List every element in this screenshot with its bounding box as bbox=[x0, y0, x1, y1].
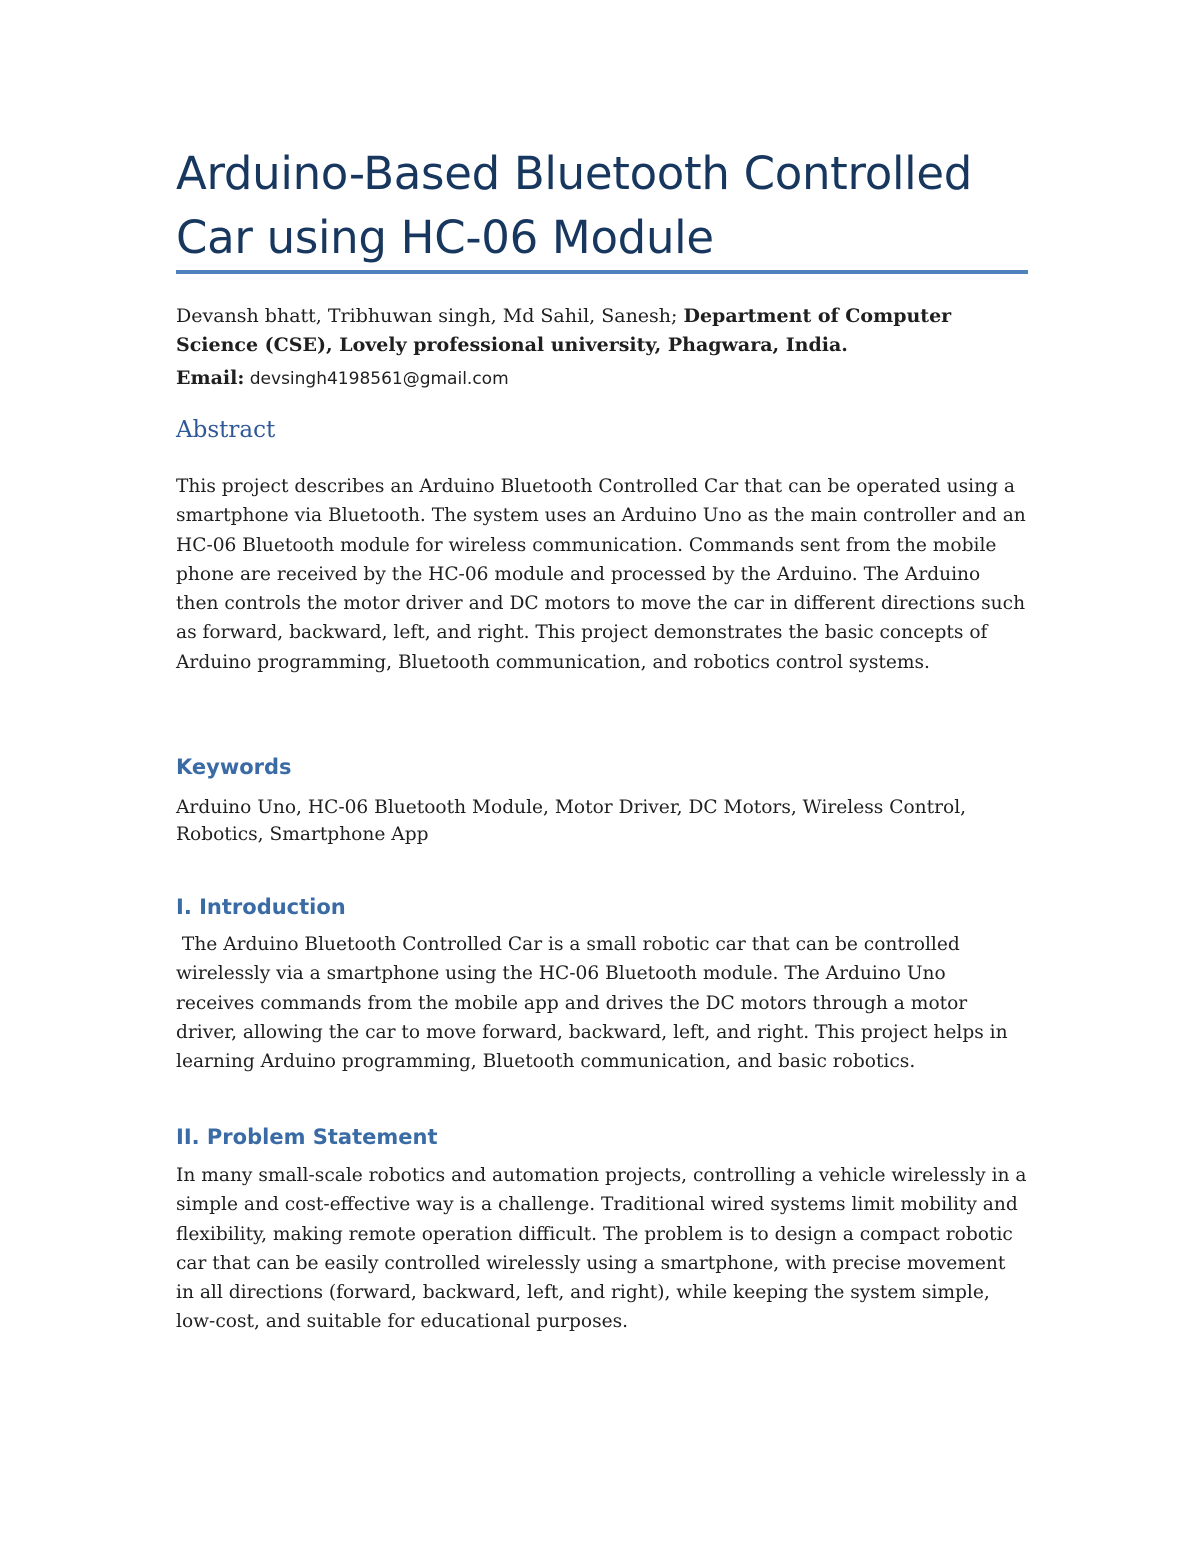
introduction-paragraph: The Arduino Bluetooth Controlled Car is a small robotic car that can be controlled wirelessly via a smartphone using the HC-06 Bluetooth module. The Arduino Uno receives commands from the mobile app and drives the DC motors through a motor driver, allowing the car to move forward, backward, left, and right. This project helps in learning Arduino programming, Bluetooth communication, and basic robotics. bbox=[176, 934, 1014, 1073]
keywords-paragraph: Arduino Uno, HC-06 Bluetooth Module, Motor Driver, DC Motors, Wireless Control, Robotics, Smartphone App bbox=[176, 797, 967, 845]
abstract-heading: Abstract bbox=[176, 417, 276, 443]
abstract-paragraph: This project describes an Arduino Bluetooth Controlled Car that can be operated using a smartphone via Bluetooth. The system uses an Arduino Uno as the main controller and an HC-06 Bluetooth module for wireless communication. Commands sent from the mobile phone are received by the HC-06 module and processed by the Arduino. The Arduino then controls the motor driver and DC motors to move the car in different directions such as forward, backward, left, and right. This project demonstrates the basic concepts of Arduino programming, Bluetooth communication, and robotics control systems. bbox=[176, 476, 1026, 673]
email-address: devsingh4198561@gmail.com bbox=[244, 369, 509, 389]
department-affiliation: Department of Computer Science (CSE), Lovely professional university, Phagwara, India. bbox=[176, 305, 952, 356]
email-line bbox=[176, 364, 1028, 393]
author-affiliation bbox=[176, 302, 1028, 360]
document-title: Arduino-Based Bluetooth Controlled Car using HC-06 Module bbox=[176, 147, 973, 264]
email-label: Email: bbox=[176, 367, 245, 389]
keywords-heading: Keywords bbox=[176, 755, 292, 779]
problem-statement-paragraph: In many small-scale robotics and automation projects, controlling a vehicle wirelessly in a simple and cost-effective way is a challenge. Traditional wired systems limit mobility and flexibility, making remote operation difficult. The problem is to design a compact robotic car that can be easily controlled wirelessly using a smartphone, with precise movement in all directions (forward, backward, left, and right), while keeping the system simple, low-cost, and suitable for educational purposes. bbox=[176, 1165, 1027, 1333]
problem-statement-heading: II. Problem Statement bbox=[176, 1125, 438, 1149]
introduction-heading: I. Introduction bbox=[176, 895, 346, 919]
author-names: Devansh bhatt, Tribhuwan singh, Md Sahil, Sanesh; bbox=[176, 305, 684, 327]
title-underline-rule bbox=[176, 270, 1028, 274]
